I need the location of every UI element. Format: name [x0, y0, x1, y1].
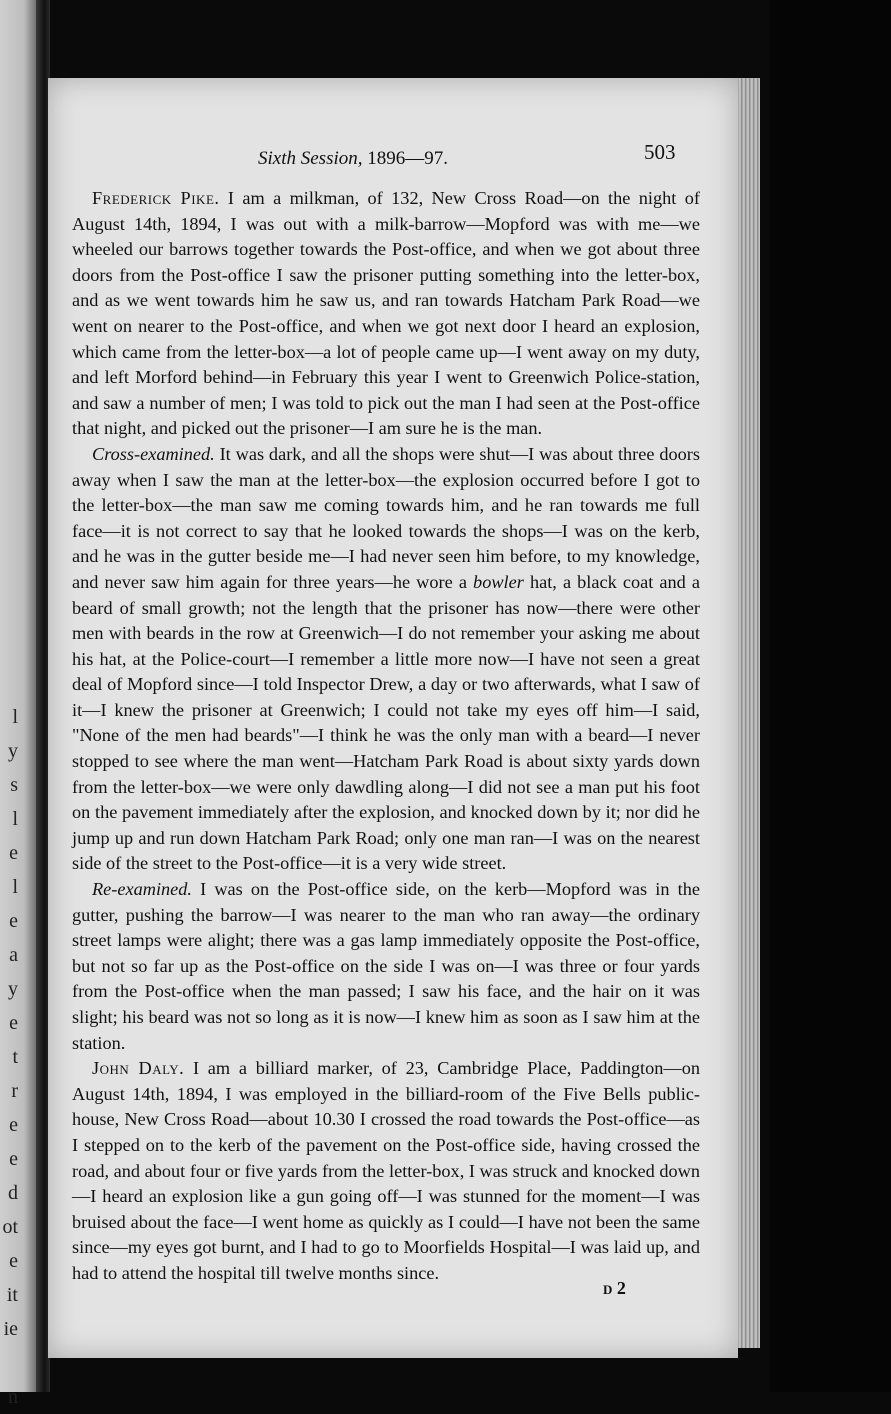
facing-page-letter: e — [9, 842, 18, 864]
facing-page-letter: e — [9, 1114, 18, 1136]
witness-name: Frederick Pike. — [92, 188, 220, 208]
body-text — [72, 186, 700, 1287]
facing-page-letter: ie — [3, 1318, 18, 1340]
facing-page-letter: e — [9, 1250, 18, 1272]
session-year: 1896—97. — [367, 148, 448, 169]
facing-page-letter — [0, 1346, 18, 1380]
facing-page-letter: s — [10, 774, 18, 796]
facing-page-letter: a — [9, 944, 18, 966]
page-number: 503 — [644, 140, 676, 164]
facing-page-letter: ot — [2, 1216, 18, 1238]
facing-page-letter: n — [8, 1386, 18, 1408]
paragraph-cross-examined: Cross-examined. It was dark, and all the shops were shut—I was about three doors away when I saw the man at the letter-box—the explosion occurred before I got to the letter-box—the man saw me coming towards him, and he ran towards me full face—it is not correct to say that he looked towards the shops—I was on the kerb, and he was in the gutter beside me—I had never seen him before, to my knowledge, and never saw him again for three years—he wore a bowler hat, a black coat and a beard of small growth; not the length that the prisoner has now—there were other men with beards in the row at Greenwich—I do not remember your asking me about his hat, at the Police-court—I remember a little more now—I have not seen a great deal of Mopford since—I told Inspector Drew, a day or two afterwards, what I saw of it—I knew the prisoner at Greenwich; I could not take my eyes off him—I said, "None of the men had beards"—I think he was the only man with a beard—I never stopped to see where the man went—Hatcham Park Road is about sixty yards down from the letter-box—we were only dawdling along—I did not see a man put his foot on the pavement immediately after the explosion, and knocked down by it; nor did he jump up and run down Hatcham Park Road; only one man ran—I was on the nearest side of the street to the Post-office—it is a very wide street. — [72, 443, 700, 874]
paragraph-re-examined: Re-examined. I was on the Post-office side, on the kerb—Mopford was in the gutter, pushing the barrow—I was nearer to the man who ran away—the ordinary street lamps were alight; there was a gas lamp immediately opposite the Post-office, but not so far up as the Post-office on the side I was on—I was three or four yards from the Post-office when the man passed; I saw his face, and the hair on it was slight; his beard was not so long as it is now—I knew him as soon as I saw him at the station. — [72, 879, 700, 1053]
facing-page-letter: e — [9, 910, 18, 932]
background-dark — [770, 0, 891, 1392]
facing-page-letter: l — [12, 876, 18, 898]
book-page — [48, 78, 738, 1358]
running-head: Sixth Session, 1896—97. — [258, 148, 448, 169]
signature-mark: D 2 — [603, 1278, 626, 1298]
paragraph-john-daly: John Daly. I am a billiard marker, of 23, Cambridge Place, Paddington—on August 14th, 1894, I was employed in the billiard-room of the Five Bells public-house, New Cross Road—about 10.30 I crossed the road towards the Post-office—as I stepped on to the kerb of the pavement on the Post-office side, having crossed the road, and about four or five yards from the letter-box, I was struck and knocked down—I heard an explosion like a gun going off—I was stunned for the moment—I was bruised about the face—I went home as quickly as I could—I have not been the same since—my eyes got burnt, and I had to go to Moorfields Hospital—I was laid up, and had to attend the hospital till twelve months since. — [72, 1058, 700, 1283]
facing-page-letter: e — [9, 1148, 18, 1170]
section-label: Re-examined. — [92, 879, 192, 900]
page-stack-edge — [738, 78, 760, 1348]
facing-page-letter: it — [6, 1284, 18, 1306]
facing-page-letter: e — [9, 1012, 18, 1034]
facing-page-letter: y — [8, 740, 18, 762]
facing-page-letter: d — [8, 1182, 18, 1204]
facing-page-edge — [0, 0, 40, 1408]
section-label: Cross-examined. — [92, 443, 215, 464]
paragraph-frederick-pike: Frederick Pike. I am a milkman, of 132, New Cross Road—on the night of August 14th, 1894, I was out with a milk-barrow—Mopford was with me—we wheeled our barrows together towards the Post-office, and when we got about three doors from the Post-office I saw the prisoner putting something into the letter-box, and as we went towards him he saw us, and ran towards Hatcham Park Road—we went on nearer to the Post-office, and when we got next door I heard an explosion, which came from the letter-box—a lot of people came up—I went away on my duty, and left Morford behind—in February this year I went to Greenwich Police-station, and saw a number of men; I was told to pick out the man I had seen at the Post-office that night, and picked out the prisoner—I am sure he is the man. — [72, 188, 700, 439]
facing-page-letter: l — [12, 706, 18, 728]
facing-page-letter: l — [12, 808, 18, 830]
facing-page-letter: y — [8, 978, 18, 1000]
facing-page-letters — [0, 700, 18, 1414]
page-header — [48, 140, 738, 178]
witness-name: John Daly. — [92, 1058, 185, 1079]
facing-page-letter: t — [12, 1046, 18, 1068]
facing-page-letter: r — [11, 1080, 18, 1102]
